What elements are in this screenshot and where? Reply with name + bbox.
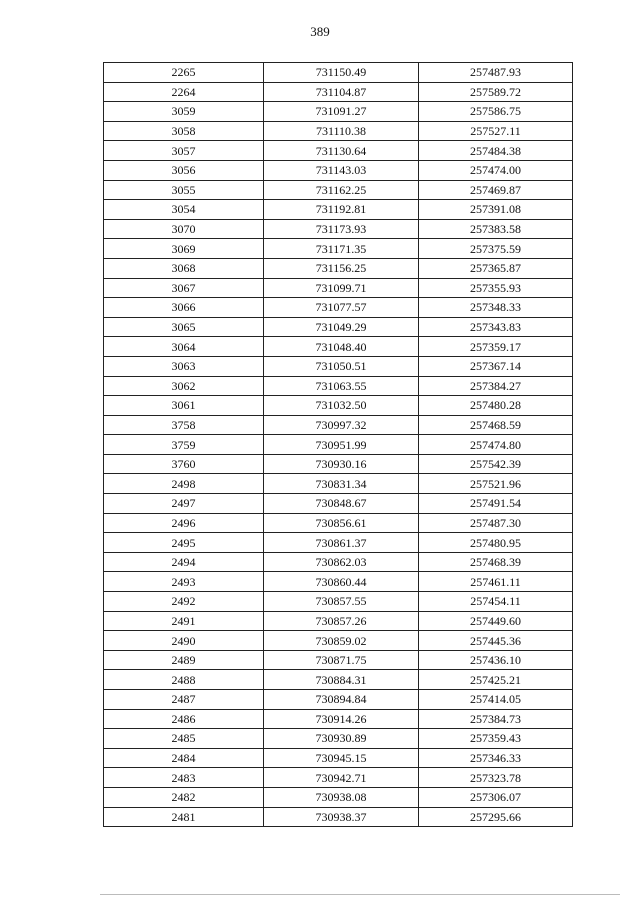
point-id-cell: 2491: [104, 611, 264, 631]
point-id-cell: 2481: [104, 807, 264, 827]
point-id-cell: 2496: [104, 513, 264, 533]
x-coordinate-cell: 730914.26: [264, 709, 419, 729]
y-coordinate-cell: 257445.36: [419, 631, 573, 651]
point-id-cell: 3758: [104, 415, 264, 435]
table-row: [104, 690, 573, 710]
x-coordinate-cell: 731049.29: [264, 317, 419, 337]
y-coordinate-cell: 257491.54: [419, 494, 573, 514]
table-row: [104, 709, 573, 729]
y-coordinate-cell: 257454.11: [419, 592, 573, 612]
y-coordinate-cell: 257359.17: [419, 337, 573, 357]
x-coordinate-cell: 730862.03: [264, 552, 419, 572]
table-row: [104, 376, 573, 396]
table-row: [104, 415, 573, 435]
x-coordinate-cell: 731156.25: [264, 258, 419, 278]
y-coordinate-cell: 257306.07: [419, 787, 573, 807]
point-id-cell: 3057: [104, 141, 264, 161]
table-row: [104, 82, 573, 102]
y-coordinate-cell: 257527.11: [419, 121, 573, 141]
x-coordinate-cell: 731171.35: [264, 239, 419, 259]
y-coordinate-cell: 257436.10: [419, 650, 573, 670]
x-coordinate-cell: 731143.03: [264, 160, 419, 180]
point-id-cell: 2494: [104, 552, 264, 572]
table-row: [104, 611, 573, 631]
table-row: [104, 121, 573, 141]
point-id-cell: 2492: [104, 592, 264, 612]
x-coordinate-cell: 730930.16: [264, 454, 419, 474]
y-coordinate-cell: 257484.38: [419, 141, 573, 161]
x-coordinate-cell: 730860.44: [264, 572, 419, 592]
point-id-cell: 3056: [104, 160, 264, 180]
table-row: [104, 239, 573, 259]
table-row: [104, 552, 573, 572]
x-coordinate-cell: 730930.89: [264, 729, 419, 749]
point-id-cell: 2486: [104, 709, 264, 729]
y-coordinate-cell: 257375.59: [419, 239, 573, 259]
coordinates-table-body: [104, 63, 573, 827]
point-id-cell: 3069: [104, 239, 264, 259]
point-id-cell: 2490: [104, 631, 264, 651]
y-coordinate-cell: 257480.95: [419, 533, 573, 553]
x-coordinate-cell: 731110.38: [264, 121, 419, 141]
x-coordinate-cell: 730884.31: [264, 670, 419, 690]
x-coordinate-cell: 731032.50: [264, 396, 419, 416]
x-coordinate-cell: 730942.71: [264, 768, 419, 788]
x-coordinate-cell: 731091.27: [264, 102, 419, 122]
x-coordinate-cell: 731099.71: [264, 278, 419, 298]
point-id-cell: 2488: [104, 670, 264, 690]
table-row: [104, 200, 573, 220]
point-id-cell: 3760: [104, 454, 264, 474]
table-row: [104, 729, 573, 749]
table-row: [104, 102, 573, 122]
y-coordinate-cell: 257474.80: [419, 435, 573, 455]
table-row: [104, 356, 573, 376]
table-row: [104, 180, 573, 200]
point-id-cell: 2483: [104, 768, 264, 788]
point-id-cell: 2265: [104, 63, 264, 83]
x-coordinate-cell: 731130.64: [264, 141, 419, 161]
y-coordinate-cell: 257295.66: [419, 807, 573, 827]
x-coordinate-cell: 730997.32: [264, 415, 419, 435]
x-coordinate-cell: 730951.99: [264, 435, 419, 455]
y-coordinate-cell: 257480.28: [419, 396, 573, 416]
coordinates-table-container: [103, 62, 572, 827]
y-coordinate-cell: 257542.39: [419, 454, 573, 474]
table-row: [104, 317, 573, 337]
x-coordinate-cell: 730938.37: [264, 807, 419, 827]
x-coordinate-cell: 731063.55: [264, 376, 419, 396]
table-row: [104, 258, 573, 278]
x-coordinate-cell: 730938.08: [264, 787, 419, 807]
bottom-page-rule: [100, 894, 620, 895]
table-row: [104, 748, 573, 768]
x-coordinate-cell: 731104.87: [264, 82, 419, 102]
table-row: [104, 474, 573, 494]
y-coordinate-cell: 257384.73: [419, 709, 573, 729]
table-row: [104, 650, 573, 670]
y-coordinate-cell: 257461.11: [419, 572, 573, 592]
table-row: [104, 63, 573, 83]
y-coordinate-cell: 257468.59: [419, 415, 573, 435]
table-row: [104, 278, 573, 298]
point-id-cell: 3059: [104, 102, 264, 122]
point-id-cell: 3054: [104, 200, 264, 220]
y-coordinate-cell: 257449.60: [419, 611, 573, 631]
y-coordinate-cell: 257487.93: [419, 63, 573, 83]
point-id-cell: 2484: [104, 748, 264, 768]
table-row: [104, 631, 573, 651]
table-row: [104, 396, 573, 416]
point-id-cell: 3065: [104, 317, 264, 337]
table-row: [104, 787, 573, 807]
x-coordinate-cell: 730894.84: [264, 690, 419, 710]
x-coordinate-cell: 731048.40: [264, 337, 419, 357]
x-coordinate-cell: 731050.51: [264, 356, 419, 376]
table-row: [104, 807, 573, 827]
point-id-cell: 2264: [104, 82, 264, 102]
table-row: [104, 572, 573, 592]
table-row: [104, 670, 573, 690]
point-id-cell: 3070: [104, 219, 264, 239]
table-row: [104, 219, 573, 239]
table-row: [104, 454, 573, 474]
page-number: 389: [310, 24, 330, 39]
x-coordinate-cell: 731077.57: [264, 298, 419, 318]
y-coordinate-cell: 257487.30: [419, 513, 573, 533]
table-row: [104, 533, 573, 553]
point-id-cell: 3068: [104, 258, 264, 278]
x-coordinate-cell: 730945.15: [264, 748, 419, 768]
table-row: [104, 160, 573, 180]
table-row: [104, 435, 573, 455]
y-coordinate-cell: 257521.96: [419, 474, 573, 494]
y-coordinate-cell: 257323.78: [419, 768, 573, 788]
y-coordinate-cell: 257474.00: [419, 160, 573, 180]
x-coordinate-cell: 731173.93: [264, 219, 419, 239]
coordinates-table: [103, 62, 573, 827]
point-id-cell: 2498: [104, 474, 264, 494]
point-id-cell: 2497: [104, 494, 264, 514]
point-id-cell: 3759: [104, 435, 264, 455]
point-id-cell: 3055: [104, 180, 264, 200]
y-coordinate-cell: 257414.05: [419, 690, 573, 710]
x-coordinate-cell: 731150.49: [264, 63, 419, 83]
x-coordinate-cell: 730856.61: [264, 513, 419, 533]
x-coordinate-cell: 730857.55: [264, 592, 419, 612]
y-coordinate-cell: 257384.27: [419, 376, 573, 396]
x-coordinate-cell: 731192.81: [264, 200, 419, 220]
x-coordinate-cell: 730871.75: [264, 650, 419, 670]
y-coordinate-cell: 257365.87: [419, 258, 573, 278]
point-id-cell: 2495: [104, 533, 264, 553]
point-id-cell: 2493: [104, 572, 264, 592]
table-row: [104, 513, 573, 533]
y-coordinate-cell: 257359.43: [419, 729, 573, 749]
x-coordinate-cell: 730848.67: [264, 494, 419, 514]
point-id-cell: 2489: [104, 650, 264, 670]
x-coordinate-cell: 731162.25: [264, 180, 419, 200]
point-id-cell: 2485: [104, 729, 264, 749]
y-coordinate-cell: 257391.08: [419, 200, 573, 220]
x-coordinate-cell: 730857.26: [264, 611, 419, 631]
x-coordinate-cell: 730861.37: [264, 533, 419, 553]
point-id-cell: 3067: [104, 278, 264, 298]
y-coordinate-cell: 257343.83: [419, 317, 573, 337]
point-id-cell: 3063: [104, 356, 264, 376]
y-coordinate-cell: 257346.33: [419, 748, 573, 768]
point-id-cell: 3064: [104, 337, 264, 357]
point-id-cell: 2482: [104, 787, 264, 807]
x-coordinate-cell: 730859.02: [264, 631, 419, 651]
table-row: [104, 337, 573, 357]
y-coordinate-cell: 257383.58: [419, 219, 573, 239]
y-coordinate-cell: 257348.33: [419, 298, 573, 318]
point-id-cell: 3058: [104, 121, 264, 141]
y-coordinate-cell: 257425.21: [419, 670, 573, 690]
y-coordinate-cell: 257469.87: [419, 180, 573, 200]
point-id-cell: 3061: [104, 396, 264, 416]
point-id-cell: 3062: [104, 376, 264, 396]
table-row: [104, 768, 573, 788]
y-coordinate-cell: 257586.75: [419, 102, 573, 122]
y-coordinate-cell: 257355.93: [419, 278, 573, 298]
table-row: [104, 592, 573, 612]
table-row: [104, 298, 573, 318]
x-coordinate-cell: 730831.34: [264, 474, 419, 494]
point-id-cell: 2487: [104, 690, 264, 710]
table-row: [104, 494, 573, 514]
point-id-cell: 3066: [104, 298, 264, 318]
y-coordinate-cell: 257468.39: [419, 552, 573, 572]
y-coordinate-cell: 257367.14: [419, 356, 573, 376]
table-row: [104, 141, 573, 161]
y-coordinate-cell: 257589.72: [419, 82, 573, 102]
